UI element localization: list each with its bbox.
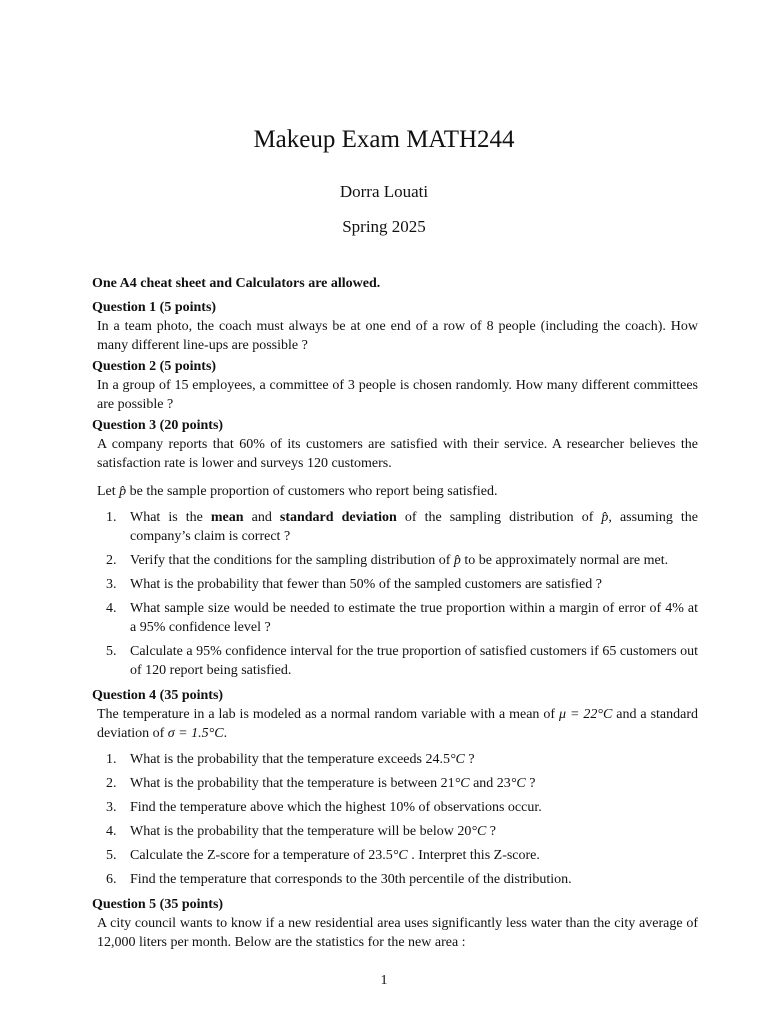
list-item xyxy=(92,846,698,865)
definition-text: be the sample proportion of customers who report being satisfied. xyxy=(126,484,498,499)
item-number: 3. xyxy=(106,800,117,815)
item-number: 5. xyxy=(106,848,117,863)
unit-celsius: °C xyxy=(471,824,487,839)
item-text: Calculate a 95% confidence interval for the true proportion of satisfied customers if 65 customers out of 120 report being satisfied. xyxy=(130,644,698,678)
exam-title: Makeup Exam MATH244 xyxy=(253,126,515,153)
question-3-heading: Question 3 (20 points) xyxy=(92,418,224,433)
item-number: 1. xyxy=(106,510,117,525)
item-number: 2. xyxy=(106,776,117,791)
p-hat-symbol: p̂ xyxy=(453,553,461,568)
sigma-expression: σ = 1.5 xyxy=(167,726,209,741)
temperature-value: 21 xyxy=(440,776,455,791)
item-number: 6. xyxy=(106,872,117,887)
intro-text: The temperature in a lab is modeled as a normal random variable with a mean of xyxy=(97,707,559,722)
question-3-intro: A company reports that 60% of its customers are satisfied with their service. A researcher believes the satisfaction rate is lower and surveys 120 customers. xyxy=(97,437,698,471)
question-4 xyxy=(92,686,698,889)
question-4-heading: Question 4 (35 points) xyxy=(92,688,224,703)
question-4-list xyxy=(92,750,698,889)
item-number: 5. xyxy=(106,644,117,659)
item-text: . Interpret this Z-score. xyxy=(407,848,540,863)
list-item xyxy=(92,774,698,793)
question-5 xyxy=(92,895,698,952)
list-item xyxy=(92,750,698,769)
mu-expression: μ = 22 xyxy=(558,707,598,722)
item-text: , assuming the company’s claim is correct ? xyxy=(130,510,698,544)
item-number: 4. xyxy=(106,824,117,839)
question-5-text: A city council wants to know if a new residential area uses significantly less water than the city average of 12,000 liters per month. Below are the statistics for the new area : xyxy=(97,916,698,950)
item-text: ? xyxy=(525,776,536,791)
list-item xyxy=(92,599,698,637)
question-2 xyxy=(92,357,698,414)
list-item xyxy=(92,642,698,680)
item-text: Find the temperature above which the highest 10% of observations occur. xyxy=(130,800,542,815)
page-number: 1 xyxy=(380,973,388,988)
item-text: and xyxy=(243,510,280,525)
intro-text: . xyxy=(223,726,228,741)
intro-text: and a standard deviation of xyxy=(97,707,698,741)
author-name: Dorra Louati xyxy=(339,182,429,201)
item-number: 1. xyxy=(106,752,117,767)
item-text: What sample size would be needed to estimate the true proportion within a margin of error of 4% at a 95% confidence level ? xyxy=(130,601,698,635)
question-4-intro xyxy=(97,705,698,743)
item-number: 3. xyxy=(106,577,117,592)
unit-celsius: °C xyxy=(597,707,613,722)
list-item xyxy=(92,551,698,570)
temperature-value: 23 xyxy=(496,776,511,791)
item-text: What is the probability that the temperature is between xyxy=(130,776,441,791)
item-number: 4. xyxy=(106,601,117,616)
unit-celsius: °C xyxy=(510,776,526,791)
question-5-heading: Question 5 (35 points) xyxy=(92,897,224,912)
item-text: to be approximately normal are met. xyxy=(460,553,669,568)
question-3 xyxy=(92,416,698,680)
item-text: What is the xyxy=(130,510,211,525)
item-text: Calculate the Z-score for a temperature of xyxy=(130,848,369,863)
item-text: ? xyxy=(464,752,475,767)
item-text: and xyxy=(469,776,497,791)
question-3-definition xyxy=(97,482,698,501)
p-hat-symbol: p̂ xyxy=(601,510,609,525)
definition-text: Let xyxy=(97,484,120,499)
item-text: What is the probability that the temperature will be below xyxy=(130,824,458,839)
temperature-value: 23.5 xyxy=(368,848,393,863)
unit-celsius: °C xyxy=(449,752,465,767)
item-text: What is the probability that fewer than 50% of the sampled customers are satisfied ? xyxy=(130,577,602,592)
list-item xyxy=(92,870,698,889)
unit-celsius: °C xyxy=(454,776,470,791)
term-standard-deviation: standard deviation xyxy=(279,510,397,525)
unit-celsius: °C xyxy=(208,726,224,741)
temperature-value: 20 xyxy=(457,824,472,839)
question-1-heading: Question 1 (5 points) xyxy=(92,300,217,315)
item-text: Find the temperature that corresponds to the 30th percentile of the distribution. xyxy=(130,872,572,887)
item-number: 2. xyxy=(106,553,117,568)
list-item xyxy=(92,508,698,546)
item-text: ? xyxy=(486,824,497,839)
question-3-list xyxy=(92,508,698,680)
list-item xyxy=(92,822,698,841)
list-item xyxy=(92,798,698,817)
question-2-text: In a group of 15 employees, a committee of 3 people is chosen randomly. How many different committees are possible ? xyxy=(97,378,698,412)
unit-celsius: °C xyxy=(392,848,408,863)
question-1 xyxy=(92,298,698,355)
term-mean: mean xyxy=(210,510,244,525)
item-text: What is the probability that the temperature exceeds xyxy=(130,752,426,767)
p-hat-symbol: p̂ xyxy=(119,484,127,499)
item-text: of the sampling distribution of xyxy=(396,510,602,525)
question-2-heading: Question 2 (5 points) xyxy=(92,359,217,374)
exam-body xyxy=(92,274,698,954)
list-item xyxy=(92,575,698,594)
temperature-value: 24.5 xyxy=(425,752,450,767)
exam-notice: One A4 cheat sheet and Calculators are allowed. xyxy=(92,276,381,291)
item-text: Verify that the conditions for the sampling distribution of xyxy=(130,553,454,568)
question-1-text: In a team photo, the coach must always be at one end of a row of 8 people (including the coach). How many different line-ups are possible ? xyxy=(97,319,698,353)
exam-date: Spring 2025 xyxy=(342,217,426,236)
